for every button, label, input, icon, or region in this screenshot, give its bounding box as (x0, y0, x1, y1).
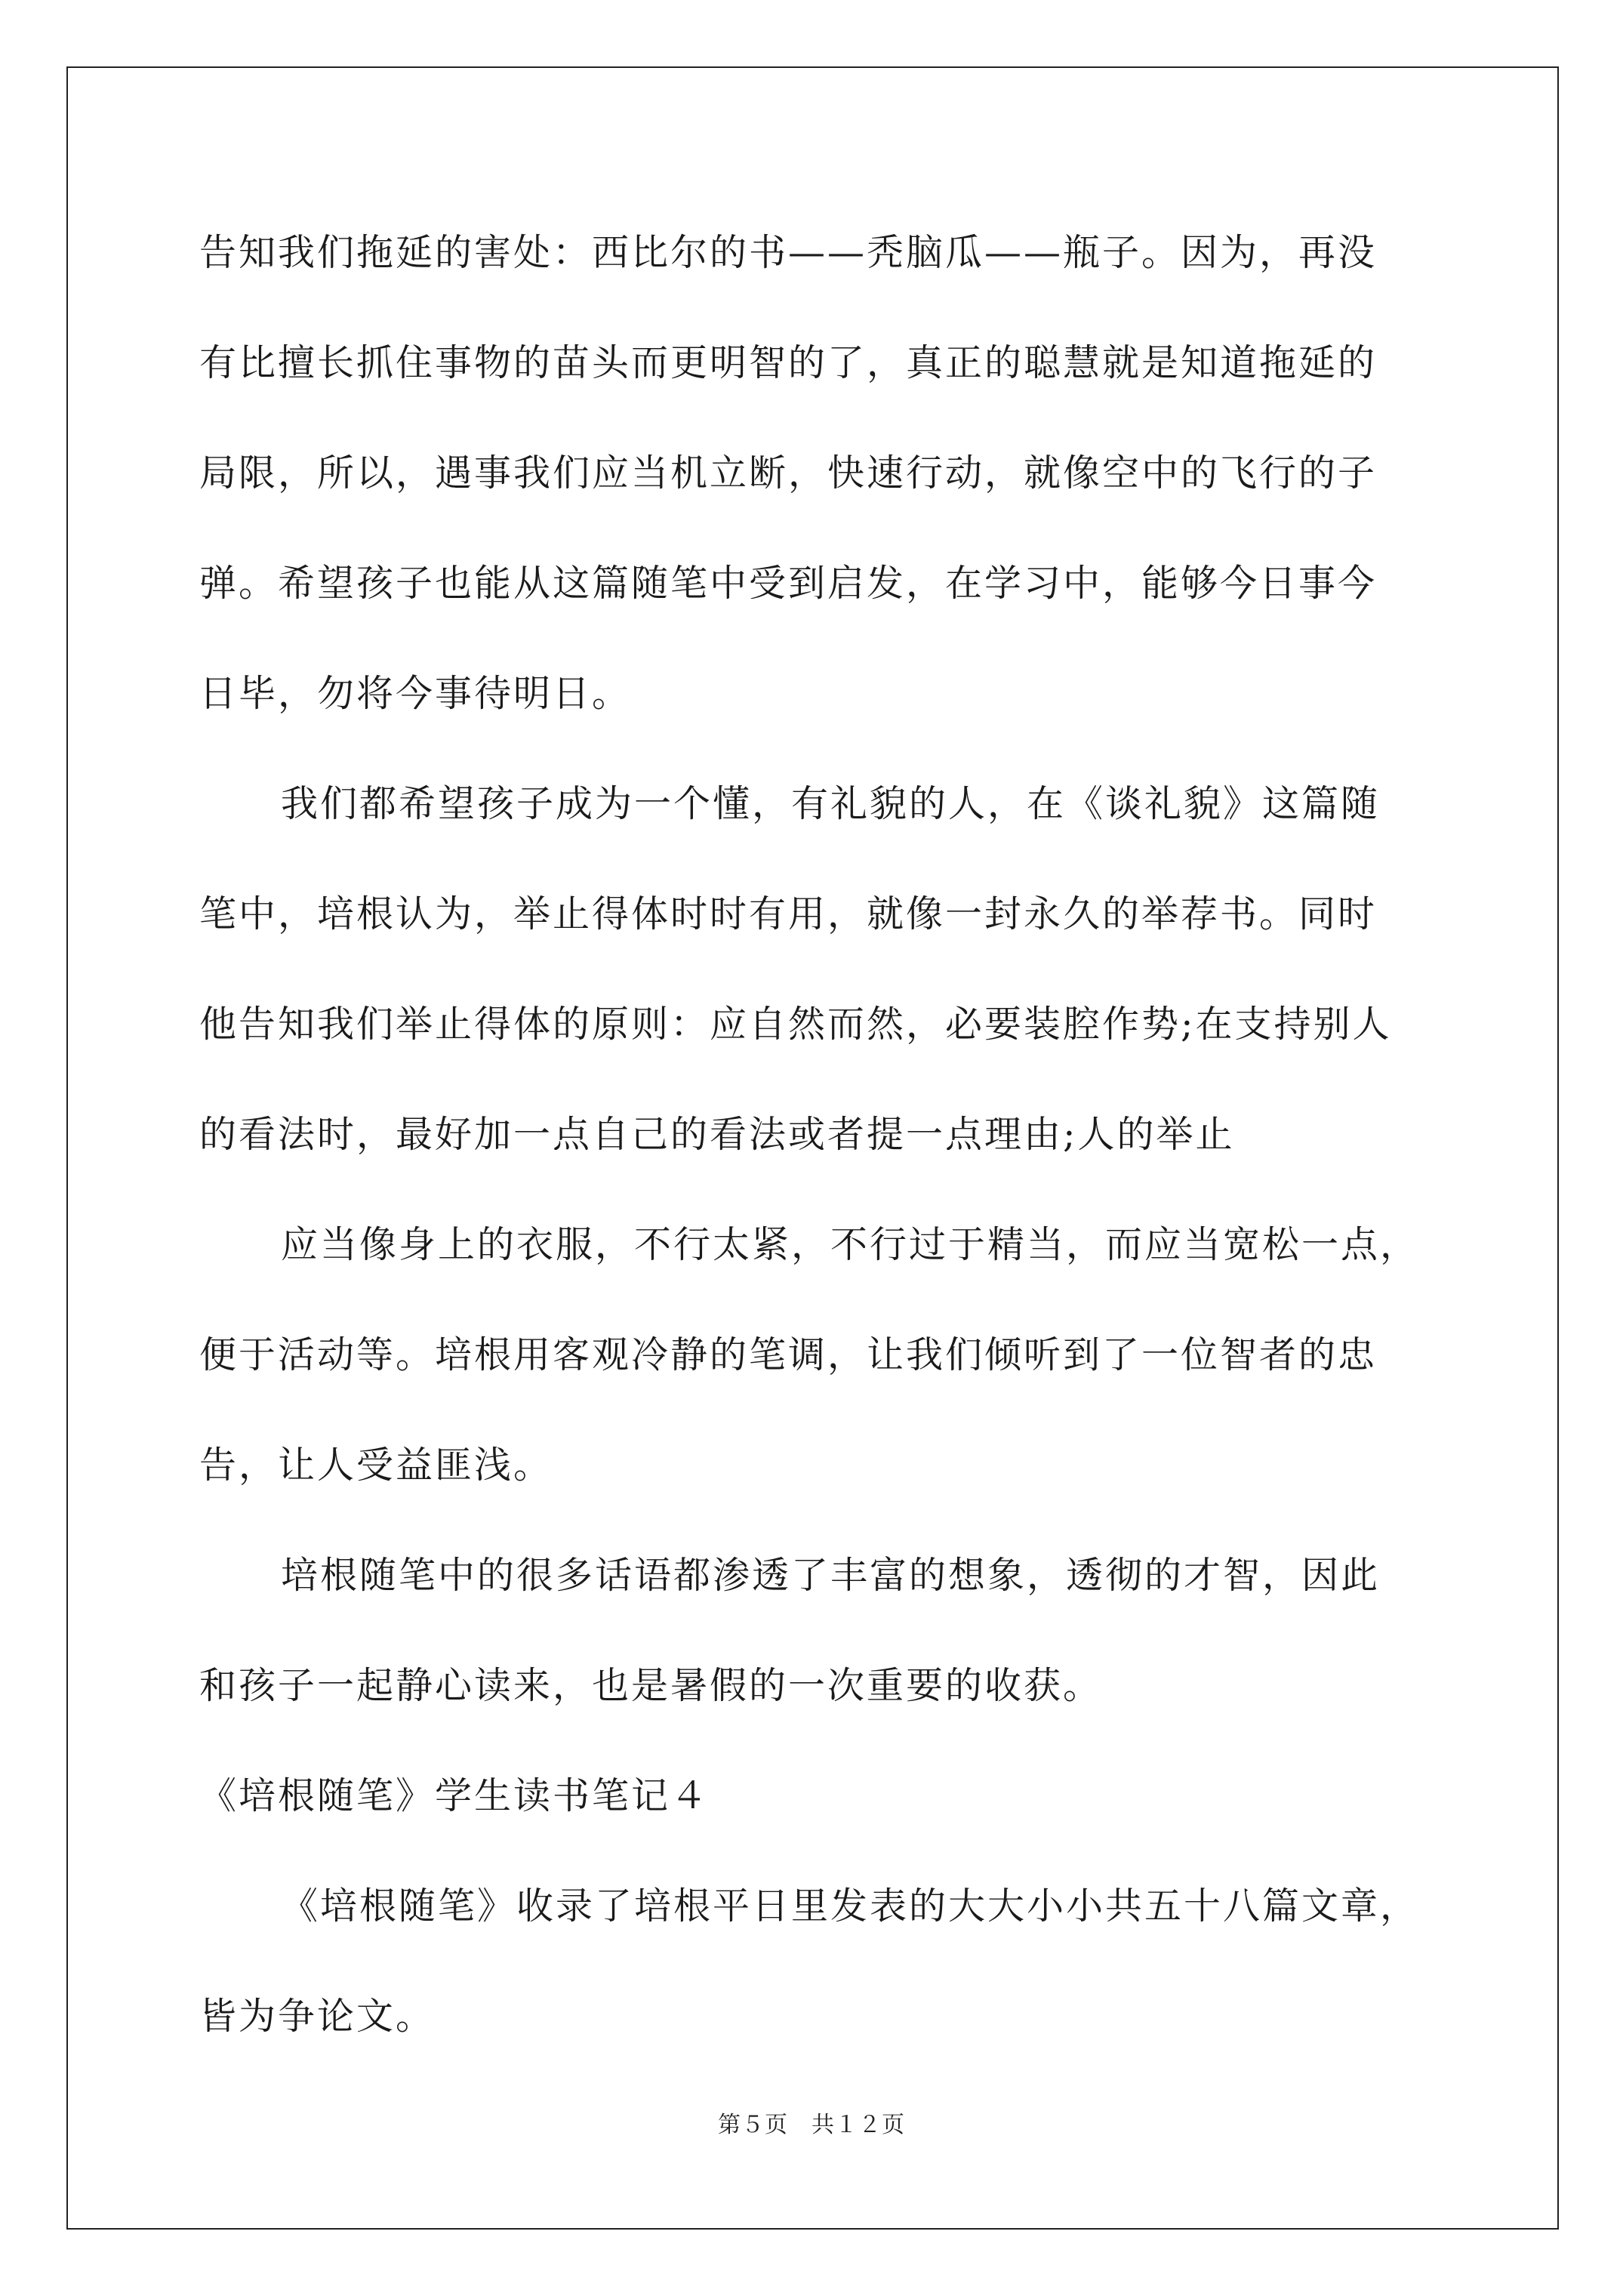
paragraph-start-line: 我们都希望孩子成为一个懂，有礼貌的人，在《谈礼貌》这篇随 (281, 782, 1381, 825)
section-heading: 《培根随笔》学生读书笔记４ (199, 1774, 710, 1817)
text-line: 有比擅长抓住事物的苗头而更明智的了，真正的聪慧就是知道拖延的 (199, 341, 1378, 384)
document-body (199, 215, 1422, 2089)
text-line: 皆为争论文。 (199, 1995, 436, 2038)
page-number-footer: 第５页 共１２页 (718, 2112, 905, 2138)
paragraph-start-line: 《培根随笔》收录了培根平日里发表的大大小小共五十八篇文章， (281, 1885, 1420, 1928)
text-line: 弹。希望孩子也能从这篇随笔中受到启发，在学习中，能够今日事今 (199, 562, 1378, 605)
text-line: 局限，所以，遇事我们应当机立断，快速行动，就像空中的飞行的子 (199, 451, 1378, 495)
text-line: 告知我们拖延的害处：西比尔的书——秃脑瓜——瓶子。因为，再没 (199, 231, 1378, 274)
paragraph-start-line: 培根随笔中的很多话语都渗透了丰富的想象，透彻的才智，因此 (281, 1554, 1381, 1597)
text-line: 和孩子一起静心读来，也是暑假的一次重要的收获。 (199, 1664, 1103, 1707)
text-line: 告，让人受益匪浅。 (199, 1444, 553, 1487)
text-line: 的看法时，最好加一点自己的看法或者提一点理由;人的举止 (199, 1113, 1235, 1156)
text-line: 便于活动等。培根用客观冷静的笔调，让我们倾听到了一位智者的忠 (199, 1333, 1378, 1376)
paragraph-start-line: 应当像身上的衣服，不行太紧，不行过于精当，而应当宽松一点， (281, 1223, 1420, 1266)
text-line: 笔中，培根认为，举止得体时时有用，就像一封永久的举荐书。同时 (199, 892, 1378, 935)
text-line: 日毕，勿将今事待明日。 (199, 672, 632, 715)
text-line: 他告知我们举止得体的原则：应自然而然，必要装腔作势;在支持别人 (199, 1003, 1392, 1046)
